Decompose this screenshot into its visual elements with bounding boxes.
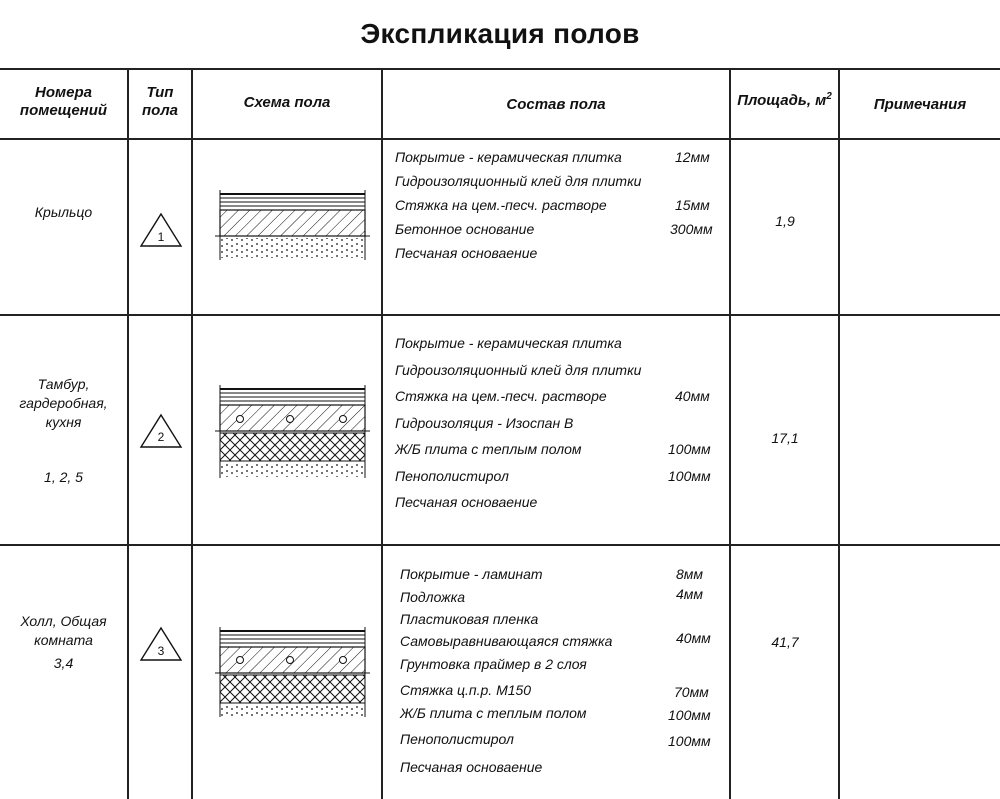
layer-thickness: 100мм (668, 707, 711, 723)
floor-scheme-3 (215, 627, 375, 719)
layer-thickness: 70мм (674, 684, 709, 700)
layer-name: Ж/Б плита с теплым полом (395, 441, 582, 457)
header-area-label: Площадь, м (737, 92, 827, 109)
table-border-top (0, 68, 1000, 70)
room-name: Крыльцо (34, 204, 93, 220)
area-value: 17,1 (771, 430, 799, 446)
room-name: Холл, Общая комната (20, 613, 107, 648)
layer-name: Самовыравнивающаяся стяжка (400, 633, 613, 649)
layer-name: Гидроизоляционный клей для плитки (395, 173, 642, 189)
floor-type-number: 3 (157, 644, 165, 658)
col-divider-2 (191, 68, 193, 799)
row-divider-2 (0, 544, 1000, 546)
layer-thickness: 4мм (676, 586, 703, 602)
layer-name: Ж/Б плита с теплым полом (400, 705, 587, 721)
layer-name: Покрытие - керамическая плитка (395, 335, 622, 351)
header-notes: Примечания (873, 96, 967, 113)
layer-name: Грунтовка праймер в 2 слоя (400, 656, 587, 672)
layer-name: Подложка (400, 589, 466, 605)
layer-name: Пенополистирол (395, 468, 509, 484)
layer-thickness: 100мм (668, 441, 711, 457)
header-type: Тип пола (142, 84, 178, 119)
layer-name: Песчаная основаение (395, 494, 538, 510)
layer-thickness: 8мм (676, 566, 703, 582)
layer-thickness: 100мм (668, 468, 711, 484)
layer-thickness: 300мм (670, 221, 713, 237)
layer-name: Гидроизоляционный клей для плитки (395, 362, 642, 378)
floor-scheme-1 (215, 188, 375, 263)
room-numbers: 1, 2, 5 (44, 469, 83, 485)
col-divider-3 (381, 68, 383, 799)
page-title: Экспликация полов (360, 18, 640, 49)
header-composition: Состав пола (506, 96, 606, 113)
layer-name: Пенополистирол (400, 731, 514, 747)
header-scheme: Схема пола (243, 94, 331, 111)
layer-name: Гидроизоляция - Изоспан В (395, 415, 574, 431)
layer-thickness: 15мм (675, 197, 710, 213)
room-numbers: 3,4 (53, 655, 74, 671)
floor-scheme-2 (215, 385, 375, 480)
header-divider (0, 138, 1000, 140)
area-value: 41,7 (771, 634, 799, 650)
header-rooms: Номера помещений (19, 84, 108, 119)
header-area-sup: 2 (826, 91, 832, 102)
layer-name: Стяжка ц.п.р. М150 (400, 682, 532, 698)
layer-name: Покрытие - керамическая плитка (395, 149, 622, 165)
layer-thickness: 40мм (676, 630, 711, 646)
room-name: Тамбур, гардеробная, кухня (19, 376, 108, 430)
floor-type-number: 2 (157, 430, 165, 444)
layer-name: Пластиковая пленка (400, 611, 539, 627)
layer-thickness: 12мм (675, 149, 710, 165)
layer-thickness: 100мм (668, 733, 711, 749)
area-value: 1,9 (775, 213, 795, 229)
col-divider-1 (127, 68, 129, 799)
row-divider-1 (0, 314, 1000, 316)
floor-type-number: 1 (157, 230, 165, 244)
layer-thickness: 40мм (675, 388, 710, 404)
layer-name: Покрытие - ламинат (400, 566, 543, 582)
header-area (731, 88, 838, 110)
layer-name: Бетонное основание (395, 221, 535, 237)
layer-name: Песчаная основаение (395, 245, 538, 261)
layer-name: Стяжка на цем.-песч. растворе (395, 388, 607, 404)
layer-name: Стяжка на цем.-песч. растворе (395, 197, 607, 213)
layer-name: Песчаная основаение (400, 759, 543, 775)
